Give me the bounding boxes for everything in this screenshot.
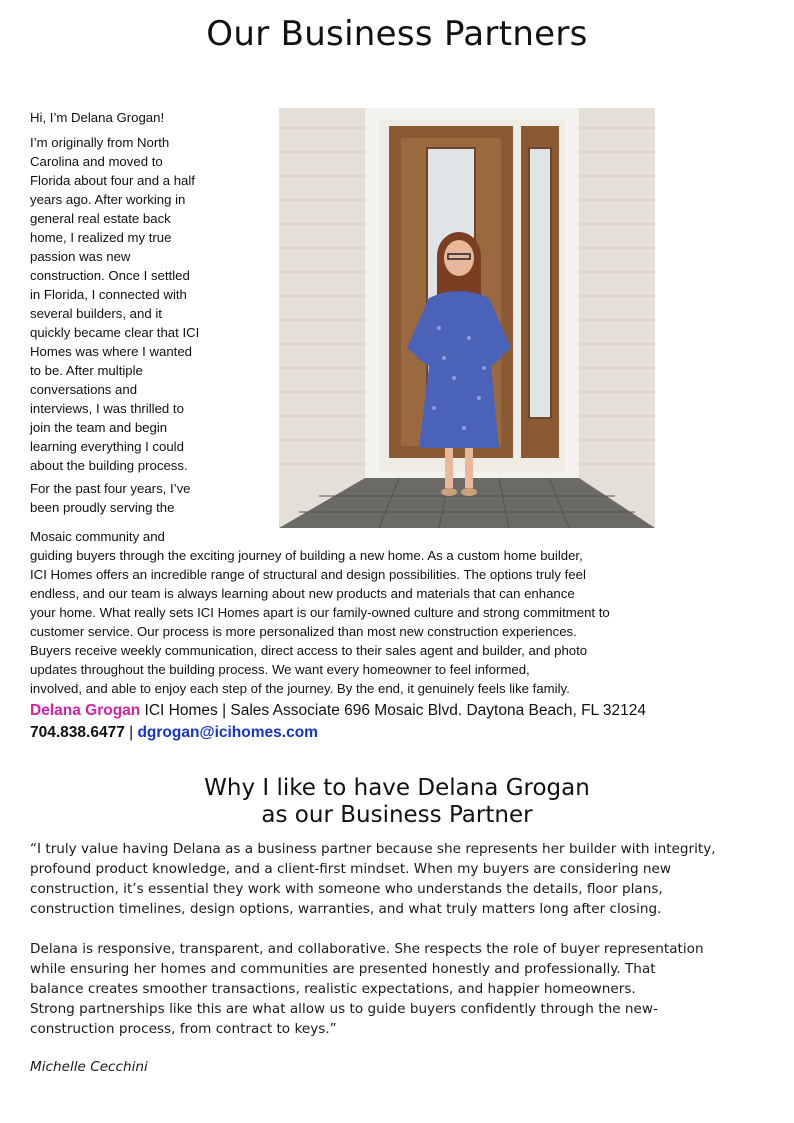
contact-line-2 [30,722,770,744]
testimonial-line: construction, it’s essential they work with someone who understands the details, floor plans, [30,881,663,897]
portrait-photo [279,108,655,528]
why-heading-line-1: Why I like to have Delana Grogan [204,775,590,801]
bio-line: to be. After multiple [30,363,143,378]
bio-line: passion was new [30,249,131,264]
bio-line: Mosaic community and [30,529,165,544]
testimonial-line: while ensuring her homes and communities are presented honestly and professionally. That [30,961,656,977]
bio-line: updates throughout the building process. We want every homeowner to feel informed, [30,662,530,677]
bio-line: customer service. Our process is more personalized than most new construction experiences. [30,624,577,639]
bio-line: home, I realized my true [30,230,172,245]
contact-separator: | [124,724,138,741]
testimonial-line: Delana is responsive, transparent, and collaborative. She respects the role of buyer representation [30,941,704,957]
bio-line: your home. What really sets ICI Homes apart is our family-owned culture and strong commitment to [30,605,610,620]
bio-line: years ago. After working in [30,192,186,207]
page-title: Our Business Partners [206,14,588,54]
bio-line: Carolina and moved to [30,154,163,169]
bio-line: For the past four years, I’ve [30,481,191,496]
bio-line: Homes was where I wanted [30,344,192,359]
testimonial-line: balance creates smoother transactions, realistic expectations, and happier homeowners. [30,981,636,997]
bio-line: about the building process. [30,458,188,473]
contact-details: ICI Homes | Sales Associate 696 Mosaic Blvd. Daytona Beach, FL 32124 [140,702,646,719]
bio-line: in Florida, I connected with [30,287,187,302]
bio-continued-text [30,527,730,698]
testimonial [30,839,770,1039]
bio-line: general real estate back [30,211,171,226]
testimonial-line: Strong partnerships like this are what allow us to guide buyers confidently through the new- [30,1001,658,1017]
bio-line: involved, and able to enjoy each step of the journey. By the end, it genuinely feels like family. [30,681,570,696]
bio-line: several builders, and it [30,306,162,321]
bio-greeting: Hi, I’m Delana Grogan! [30,110,165,125]
why-heading-line-2: as our Business Partner [261,802,533,828]
bio-line: learning everything I could [30,439,184,454]
testimonial-line: “I truly value having Delana as a business partner because she represents her builder with integrity, [30,841,716,857]
bio-line: ICI Homes offers an incredible range of structural and design possibilities. The options truly feel [30,567,586,582]
testimonial-line: construction process, from contract to keys.” [30,1021,337,1037]
paragraph-spacer [30,919,770,939]
contact-block [30,700,770,744]
bio-line: been proudly serving the [30,500,175,515]
testimonial-line: construction timelines, design options, warranties, and what truly matters long after closing. [30,901,662,917]
bio-line: join the team and begin [30,420,168,435]
testimonial-author: Michelle Cecchini [30,1059,148,1075]
bio-line: construction. Once I settled [30,268,190,283]
bio-line: Buyers receive weekly communication, direct access to their sales agent and builder, and photo [30,643,588,658]
contact-email-link[interactable]: dgrogan@icihomes.com [137,724,318,741]
contact-name: Delana Grogan [30,702,141,719]
contact-phone[interactable]: 704.838.6477 [30,724,125,741]
contact-line-1 [30,700,770,722]
bio-line: Florida about four and a half [30,173,195,188]
bio-line: I’m originally from North [30,135,170,150]
portrait-illustration [279,108,655,528]
bio-line: interviews, I was thrilled to [30,401,184,416]
bio-line: endless, and our team is always learning about new products and materials that can enhance [30,586,575,601]
testimonial-line: profound product knowledge, and a client-first mindset. When my buyers are considering new [30,861,672,877]
bio-line: conversations and [30,382,138,397]
bio-line: guiding buyers through the exciting journey of building a new home. As a custom home builder, [30,548,583,563]
bio-line: quickly became clear that ICI [30,325,200,340]
why-heading [0,775,794,829]
